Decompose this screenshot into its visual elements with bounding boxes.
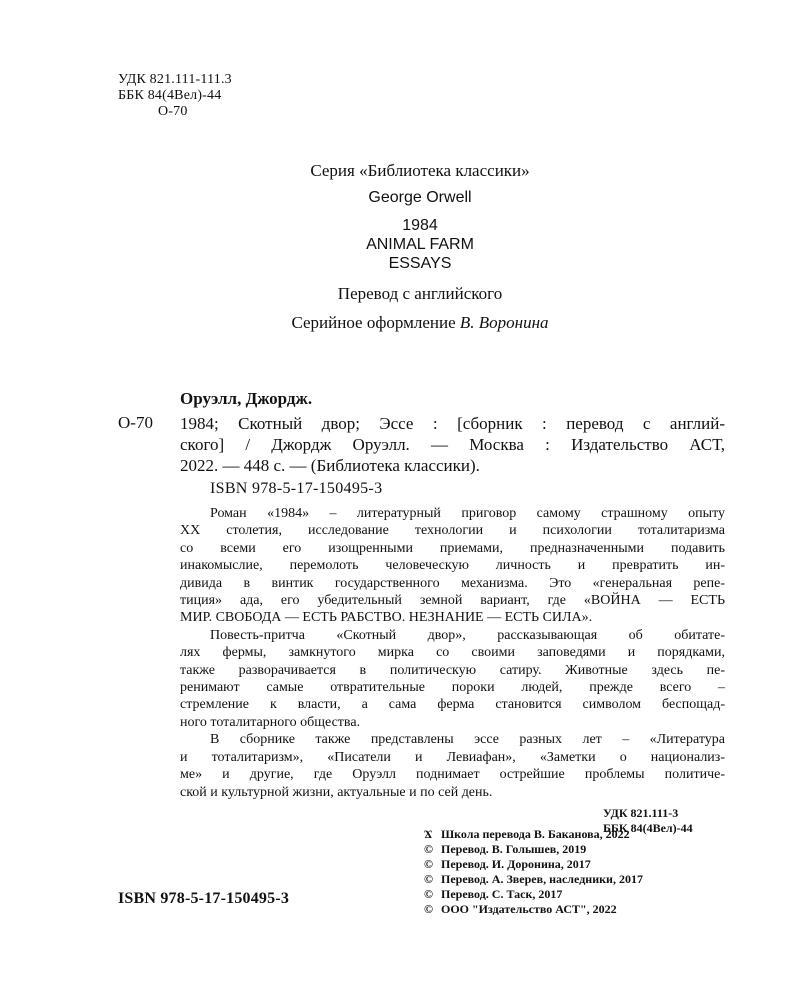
title-animal-farm: ANIMAL FARM	[366, 236, 474, 253]
copyright-text: Перевод. С. Таск, 2017	[441, 887, 563, 901]
bibliography-line: ского] / Джордж Оруэлл. — Москва : Издательство АСТ,	[180, 435, 725, 454]
bbk-top: ББК 84(4Вел)-44	[118, 88, 222, 103]
copyright-icon: ©	[424, 857, 433, 871]
annotation-line: XX столетия, исследование технологии и психологии тоталитаризма	[180, 523, 725, 539]
annotation-paragraph	[180, 627, 725, 731]
bbk-bottom: ББК 84(4Вел)-44	[603, 821, 693, 835]
annotation-line: и тоталитаризм», «Писатели и Левиафан», «Заметки о национализ-	[180, 749, 725, 765]
annotation-line: ренимают самые отвратительные пороки людей, прежде всего –	[180, 680, 725, 696]
copyright-list	[424, 827, 643, 917]
bibliography-description	[180, 411, 725, 476]
annotation-paragraph	[180, 505, 725, 627]
annotation-line: также разворачивается в политическую сатиру. Животные здесь пе-	[180, 662, 725, 678]
copyright-icon: ©	[424, 872, 433, 886]
copyright-icon: ©	[424, 842, 433, 856]
copyright-icon: ©	[424, 887, 433, 901]
bibliography-line: 2022. — 448 с. — (Библиотека классики).	[180, 456, 480, 475]
annotation-line: со всеми его изощренными приемами, предназначенными подавить	[180, 540, 725, 556]
annotation-line: лях фермы, замкнутого мирка со своими заповедями и порядками,	[180, 645, 725, 661]
annotation-line: инакомыслие, перемолоть человеческую личность и превратить ин-	[180, 558, 725, 574]
annotation-line: ме» и другие, где Оруэлл поднимает острейшие проблемы политиче-	[180, 767, 725, 783]
title-essays: ESSAYS	[388, 255, 452, 272]
copyright-line	[424, 857, 643, 872]
copyright-icon: ©	[424, 902, 433, 916]
annotation-line: дивида в винтик государственного механизма. Это «генеральная репе-	[180, 575, 725, 591]
titles-english	[0, 216, 800, 273]
udk-top: УДК 821.111-111.3	[118, 72, 232, 87]
copyright-line	[424, 872, 643, 887]
copyright-text: Школа перевода В. Баканова, 2022	[441, 827, 630, 841]
bibliography-code: О-70	[118, 413, 153, 432]
series-design	[0, 313, 800, 333]
author-code-top: О-70	[158, 104, 188, 119]
footer-isbn: ISBN 978-5-17-150495-3	[118, 890, 290, 907]
copyright-line	[424, 887, 643, 902]
copyright-text: Перевод. И. Доронина, 2017	[441, 857, 591, 871]
annotation-paragraph	[180, 731, 725, 801]
annotation	[180, 505, 725, 801]
copyright-text: ООО "Издательство АСТ", 2022	[441, 902, 617, 916]
bibliography-isbn: ISBN 978-5-17-150495-3	[210, 480, 383, 497]
bibliography-line: 1984; Скотный двор; Эссе : [сборник : перевод с англий-	[180, 414, 725, 433]
translation-school-icon: Ϫ	[424, 827, 433, 841]
title-1984: 1984	[402, 217, 438, 234]
translation-note: Перевод с английского	[337, 284, 503, 303]
annotation-line: Роман «1984» – литературный приговор самому страшному опыту	[210, 506, 725, 521]
design-label: Серийное оформление	[291, 313, 456, 332]
copyright-line	[424, 827, 643, 842]
annotation-line: стремление к власти, а сама ферма становится символом беспощад-	[180, 697, 725, 713]
annotation-line: В сборнике также представлены эссе разных лет – «Литература	[210, 732, 725, 748]
annotation-line: ской и культурной жизни, актуальные и по сей день.	[180, 784, 493, 800]
series-title: Серия «Библиотека классики»	[310, 161, 530, 180]
copyright-line	[424, 902, 643, 917]
annotation-line: ного тоталитарного общества.	[180, 714, 361, 730]
author-english: George Orwell	[368, 189, 472, 206]
annotation-line: тиция» ада, его убедительный земной вариант, где «ВОЙНА — ЕСТЬ	[180, 593, 725, 609]
bibliography-author: Оруэлл, Джордж.	[180, 389, 313, 408]
copyright-line	[424, 842, 643, 857]
copyright-text: Перевод. А. Зверев, наследники, 2017	[441, 872, 643, 886]
copyright-text: Перевод. В. Голышев, 2019	[441, 842, 587, 856]
annotation-line: МИР. СВОБОДА — ЕСТЬ РАБСТВО. НЕЗНАНИЕ — ЕСТЬ СИЛА».	[180, 610, 593, 626]
design-name: В. Воронина	[459, 313, 549, 332]
udk-bottom: УДК 821.111-3	[603, 806, 679, 820]
annotation-line: Повесть-притча «Скотный двор», рассказывающая об обитате-	[210, 627, 725, 643]
